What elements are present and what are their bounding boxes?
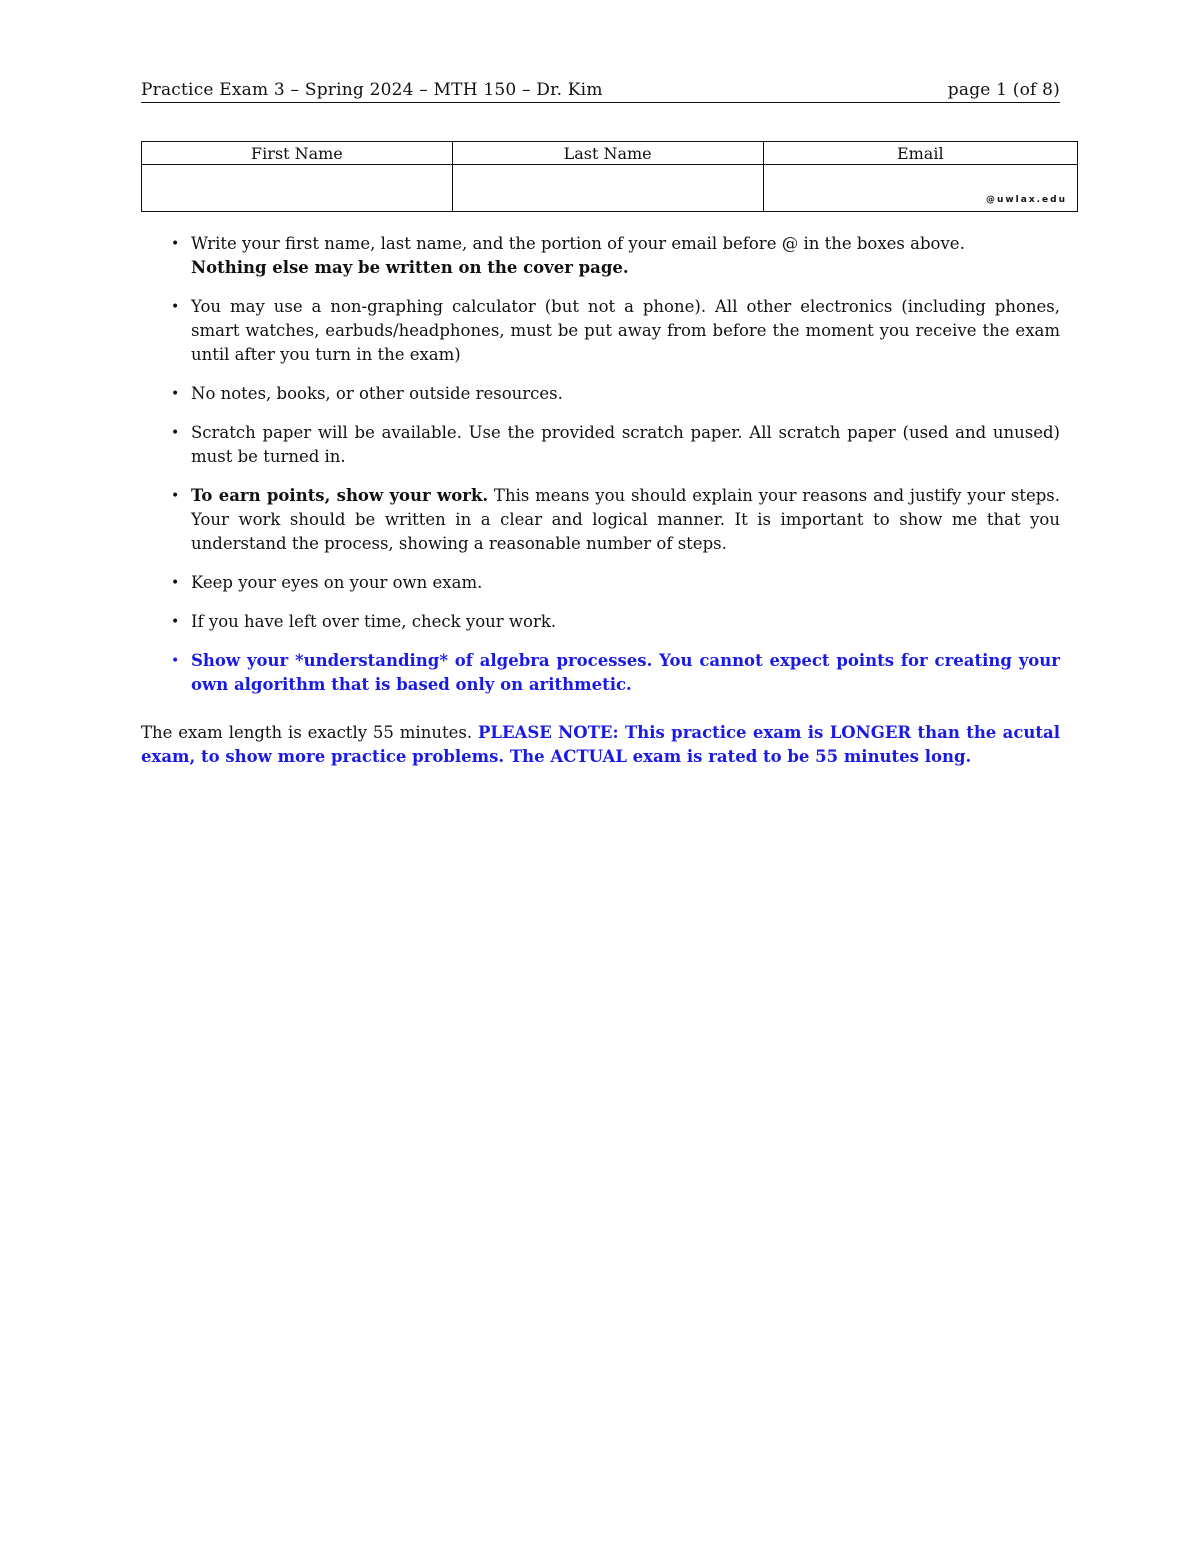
- rule-text: You may use a non-graphing calculator (but not a phone). All other electronics (including phones, smart watches, earbuds/headphones, must be put away from before the moment you receive the exam until after you turn in the exam): [191, 297, 1060, 364]
- rule-bold-line: Nothing else may be written on the cover page.: [191, 258, 629, 277]
- rule-item: [141, 421, 1060, 469]
- rule-item: [141, 484, 1060, 556]
- student-id-table: [141, 141, 1078, 212]
- rule-text: Scratch paper will be available. Use the provided scratch paper. All scratch paper (used and unused) must be turned in.: [191, 423, 1060, 466]
- bullet-icon: •: [171, 386, 180, 402]
- bullet-icon: •: [171, 425, 180, 441]
- bullet-icon: •: [171, 299, 180, 315]
- rule-item: [141, 232, 1060, 280]
- first-name-header: First Name: [142, 142, 453, 165]
- page-number: page 1 (of 8): [947, 80, 1060, 100]
- last-name-header: Last Name: [452, 142, 763, 165]
- bullet-icon: •: [171, 575, 180, 591]
- rule-item: [141, 571, 1060, 595]
- bullet-icon: •: [171, 614, 180, 630]
- exam-length-paragraph: [141, 721, 1060, 769]
- rule-item: [141, 610, 1060, 634]
- exam-rules-list: [141, 232, 1060, 697]
- exam-length-text: The exam length is exactly 55 minutes.: [141, 723, 473, 742]
- bullet-icon: •: [171, 236, 180, 252]
- page-header: [141, 76, 1060, 103]
- email-box: [763, 165, 1078, 212]
- rule-blue-text: Show your *understanding* of algebra processes. You cannot expect points for creating your own algorithm that is based only on arithmetic.: [191, 651, 1060, 694]
- bullet-icon: •: [171, 488, 180, 504]
- rule-item: [141, 649, 1060, 697]
- rule-item: [141, 382, 1060, 406]
- rule-text: If you have left over time, check your work.: [191, 612, 557, 631]
- exam-cover-page: [141, 76, 1067, 769]
- first-name-box: [142, 165, 453, 212]
- last-name-box: [452, 165, 763, 212]
- rule-text: Write your first name, last name, and the portion of your email before @ in the boxes above.: [191, 234, 965, 253]
- bullet-icon: •: [171, 653, 180, 669]
- practice-exam-note: PLEASE NOTE: This practice exam is LONGER than the acutal exam, to show more practice problems. The ACTUAL exam is rated to be 55 minutes long.: [141, 723, 1060, 766]
- email-header: Email: [763, 142, 1078, 165]
- rule-text: Keep your eyes on your own exam.: [191, 573, 483, 592]
- rule-item: [141, 295, 1060, 367]
- rule-text: No notes, books, or other outside resources.: [191, 384, 563, 403]
- rule-bold-prefix: To earn points, show your work.: [191, 486, 489, 505]
- rule-text: This means you should explain your reasons and justify your steps. Your work should be written in a clear and logical manner. It is important to show me that you understand the process, showing a reasonable number of steps.: [191, 486, 1060, 553]
- email-suffix: @uwlax.edu: [985, 195, 1067, 205]
- exam-title: Practice Exam 3 – Spring 2024 – MTH 150 – Dr. Kim: [141, 80, 603, 100]
